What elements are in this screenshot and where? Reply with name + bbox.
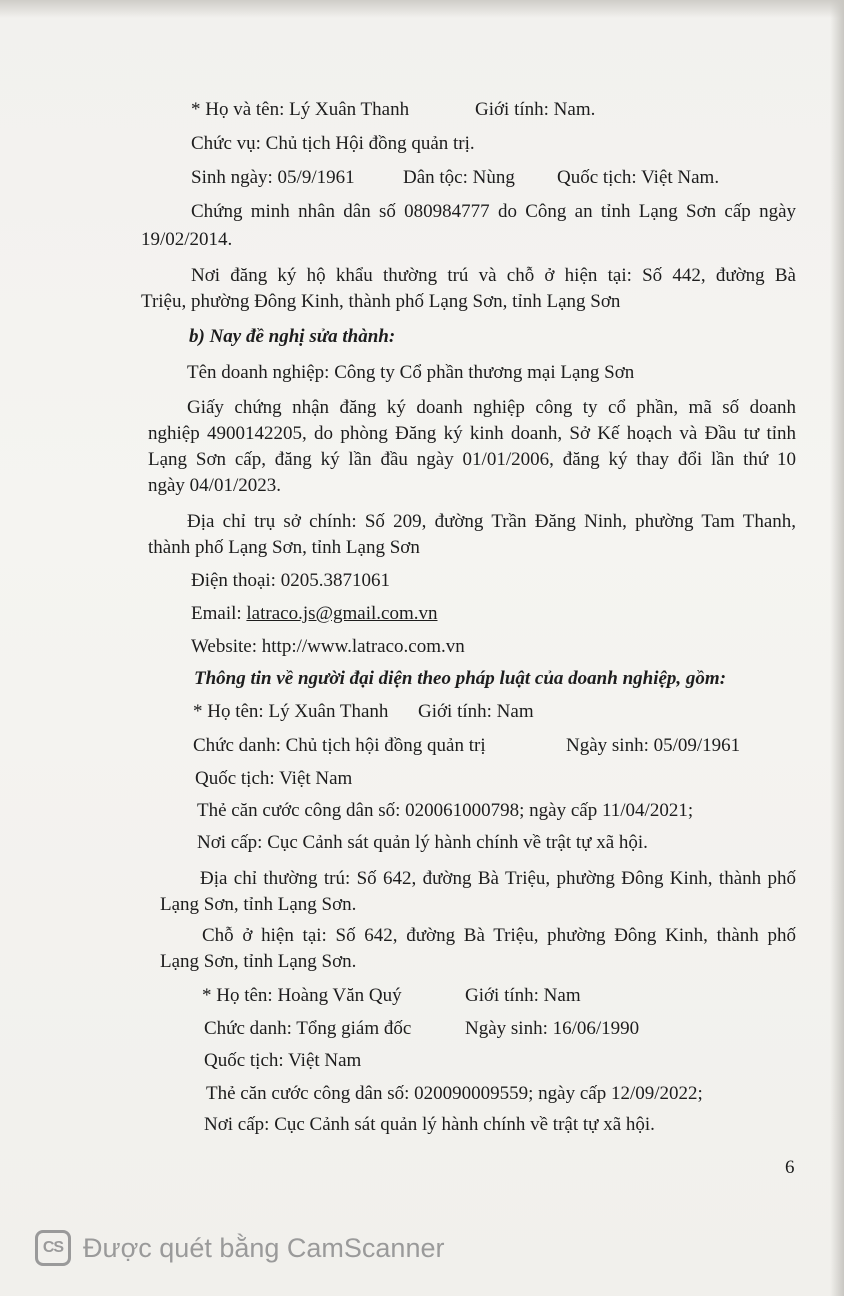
rep2-name: * Họ tên: Hoàng Văn Quý — [202, 985, 402, 1006]
rep1-current-address-line1: Chỗ ở hiện tại: Số 642, đường Bà Triệu, phường Đông Kinh, thành phố — [202, 925, 796, 946]
legal-rep-heading: Thông tin về người đại diện theo pháp luật của doanh nghiệp, gồm: — [194, 668, 727, 689]
rep1-permanent-address-line1: Địa chỉ thường trú: Số 642, đường Bà Triệu, phường Đông Kinh, thành phố — [200, 868, 796, 889]
website: Website: http://www.latraco.com.vn — [191, 636, 465, 657]
rep1-current-address-line2: Lạng Sơn, tỉnh Lạng Sơn. — [160, 951, 357, 972]
old-rep-birthdate: Sinh ngày: 05/9/1961 — [191, 167, 355, 188]
rep2-nationality: Quốc tịch: Việt Nam — [204, 1050, 362, 1071]
old-rep-gender: Giới tính: Nam. — [475, 99, 596, 120]
page-top-shadow — [0, 0, 844, 18]
rep2-birthdate: Ngày sinh: 16/06/1990 — [465, 1018, 640, 1039]
business-cert-line3: Lạng Sơn cấp, đăng ký lần đầu ngày 01/01/2006, đăng ký thay đổi lần thứ 10 — [148, 449, 796, 470]
phone: Điện thoại: 0205.3871061 — [191, 570, 390, 591]
rep2-issuer: Nơi cấp: Cục Cảnh sát quản lý hành chính về trật tự xã hội. — [204, 1114, 655, 1135]
rep2-title: Chức danh: Tổng giám đốc — [204, 1018, 412, 1039]
head-office-line1: Địa chỉ trụ sở chính: Số 209, đường Trần Đăng Ninh, phường Tam Thanh, — [187, 511, 796, 532]
business-cert-line2: nghiệp 4900142205, do phòng Đăng ký kinh doanh, Sở Kế hoạch và Đầu tư tỉnh — [148, 423, 796, 444]
old-rep-address-line1: Nơi đăng ký hộ khẩu thường trú và chỗ ở hiện tại: Số 442, đường Bà — [191, 265, 796, 286]
rep1-gender: Giới tính: Nam — [418, 701, 534, 722]
head-office-line2: thành phố Lạng Sơn, tỉnh Lạng Sơn — [148, 537, 420, 558]
rep1-id: Thẻ căn cước công dân số: 020061000798; ngày cấp 11/04/2021; — [197, 800, 694, 821]
rep1-title: Chức danh: Chủ tịch hội đồng quản trị — [193, 735, 486, 756]
rep2-gender: Giới tính: Nam — [465, 985, 581, 1006]
old-rep-name: * Họ và tên: Lý Xuân Thanh — [191, 99, 410, 120]
section-b-heading: b) Nay đề nghị sửa thành: — [189, 326, 396, 347]
camscanner-logo-icon: CS — [35, 1230, 71, 1266]
email-row — [191, 602, 438, 626]
rep1-name: * Họ tên: Lý Xuân Thanh — [193, 701, 389, 722]
camscanner-watermark — [35, 1226, 444, 1270]
old-rep-position: Chức vụ: Chủ tịch Hội đồng quản trị. — [191, 133, 475, 154]
old-rep-nationality: Quốc tịch: Việt Nam. — [557, 167, 720, 188]
rep1-birthdate: Ngày sinh: 05/09/1961 — [566, 735, 741, 756]
business-cert-line4: ngày 04/01/2023. — [148, 475, 281, 496]
company-name: Tên doanh nghiệp: Công ty Cổ phần thương mại Lạng Sơn — [187, 362, 635, 383]
business-cert-line1: Giấy chứng nhận đăng ký doanh nghiệp công ty cổ phần, mã số doanh — [187, 397, 796, 418]
old-rep-id-line1: Chứng minh nhân dân số 080984777 do Công an tỉnh Lạng Sơn cấp ngày — [191, 201, 796, 222]
email-label: Email: — [191, 603, 247, 624]
old-rep-ethnicity: Dân tộc: Nùng — [403, 167, 515, 188]
page-right-shadow — [830, 0, 844, 1296]
watermark-text: Được quét bằng CamScanner — [83, 1232, 445, 1263]
rep1-permanent-address-line2: Lạng Sơn, tỉnh Lạng Sơn. — [160, 894, 357, 915]
page-number: 6 — [785, 1157, 795, 1178]
old-rep-id-line2: 19/02/2014. — [141, 229, 233, 250]
email-link[interactable]: latraco.js@gmail.com.vn — [246, 603, 438, 624]
old-rep-address-line2: Triệu, phường Đông Kinh, thành phố Lạng Sơn, tỉnh Lạng Sơn — [141, 291, 621, 312]
rep1-issuer: Nơi cấp: Cục Cảnh sát quản lý hành chính về trật tự xã hội. — [197, 832, 648, 853]
rep1-nationality: Quốc tịch: Việt Nam — [195, 768, 353, 789]
rep2-id: Thẻ căn cước công dân số: 020090009559; ngày cấp 12/09/2022; — [206, 1083, 703, 1104]
